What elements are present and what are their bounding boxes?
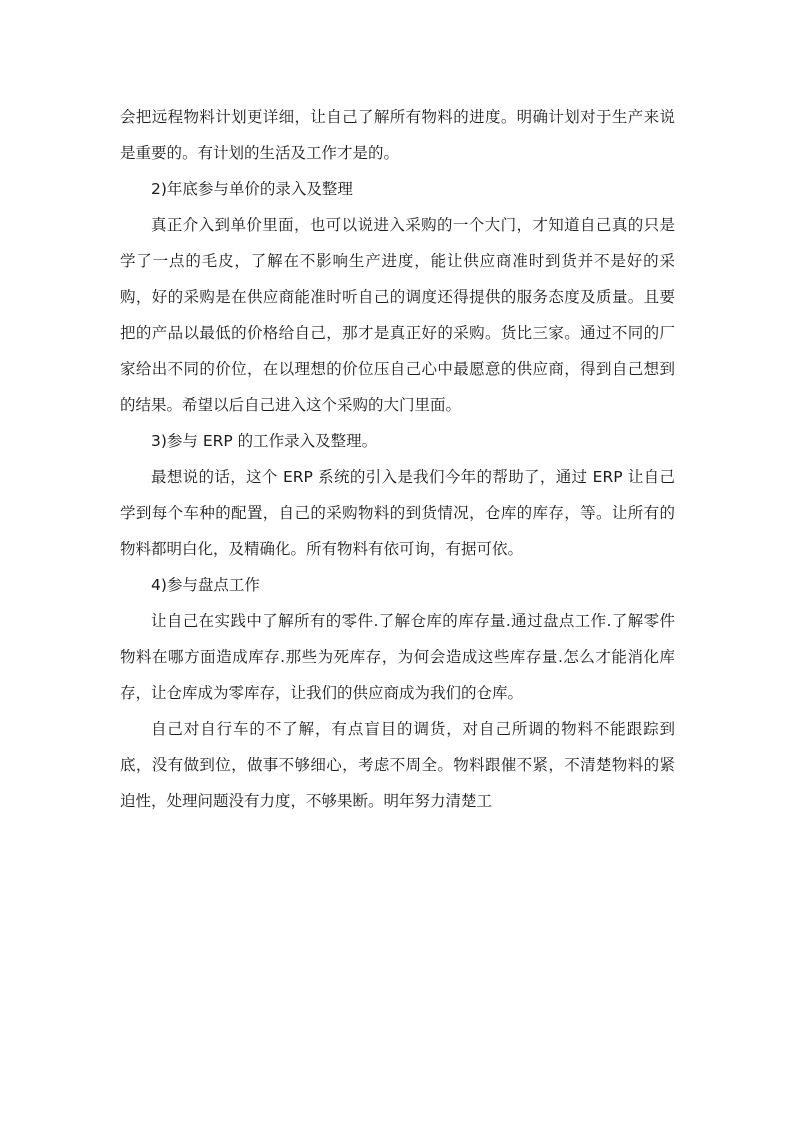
paragraph-erp: 最想说的话，这个 ERP 系统的引入是我们今年的帮助了，通过 ERP 让自己学到每个车种的配置，自己的采购物料的到货情况，仓库的库存，等。让所有的物料都明白化，及精确化。所有物料有依可询，有据可依。 [120, 468, 675, 558]
document-body [120, 99, 675, 819]
section-heading-unit-price: 2)年底参与单价的录入及整理 [151, 180, 353, 198]
section-heading-inventory: 4)参与盘点工作 [151, 576, 260, 594]
paragraph-continuation: 会把远程物料计划更详细，让自己了解所有物料的进度。明确计划对于生产来说是重要的。有计划的生活及工作才是的。 [120, 108, 675, 162]
section-heading-erp: 3)参与 ERP 的工作录入及整理。 [151, 432, 378, 450]
paragraph-inventory: 让自己在实践中了解所有的零件.了解仓库的库存量.通过盘点工作.了解零件物料在哪方面造成库存.那些为死库存，为何会造成这些库存量.怎么才能消化库存，让仓库成为零库存，让我们的供应商成为我们的仓库。 [120, 612, 675, 702]
paragraph-self-assessment: 自己对自行车的不了解，有点盲目的调货，对自己所调的物料不能跟踪到底，没有做到位，做事不够细心，考虑不周全。物料跟催不紧，不清楚物料的紧迫性，处理问题没有力度，不够果断。明年努力清楚工 [120, 720, 675, 810]
paragraph-unit-price: 真正介入到单价里面，也可以说进入采购的一个大门，才知道自己真的只是学了一点的毛皮，了解在不影响生产进度，能让供应商准时到货并不是好的采购，好的采购是在供应商能准时听自己的调度还得提供的服务态度及质量。且要把的产品以最低的价格给自己，那才是真正好的采购。货比三家。通过不同的厂家给出不同的价位，在以理想的价位压自己心中最愿意的供应商，得到自己想到的结果。希望以后自己进入这个采购的大门里面。 [120, 216, 675, 414]
